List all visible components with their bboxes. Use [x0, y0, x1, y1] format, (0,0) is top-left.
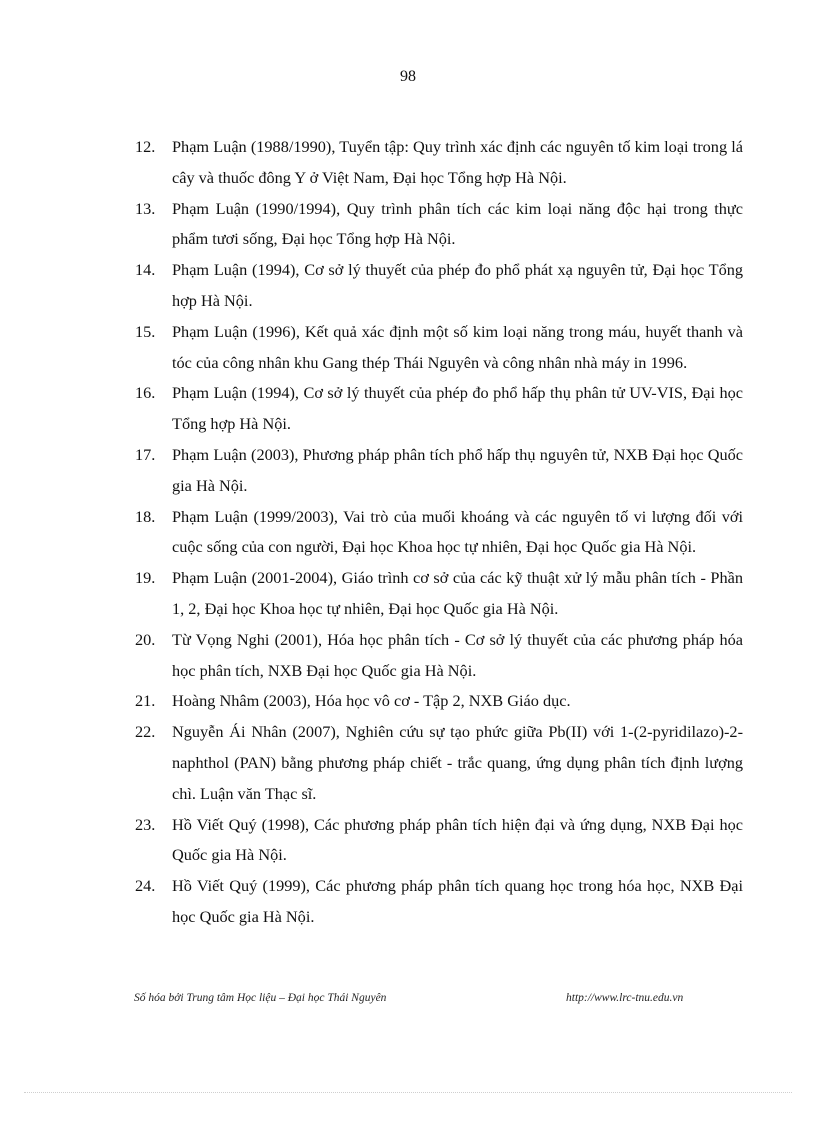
reference-text: Phạm Luận (1994), Cơ sở lý thuyết của phép đo phổ hấp thụ phân tử UV-VIS, Đại học Tổng hợp Hà Nội. [172, 383, 743, 434]
reference-item [135, 810, 743, 872]
reference-number: 17. [135, 444, 156, 464]
reference-text: Phạm Luận (1999/2003), Vai trò của muối khoáng và các nguyên tố vi lượng đối với cuộc sống của con người, Đại học Khoa học tự nhiên, Đại học Quốc gia Hà Nội. [172, 506, 743, 557]
reference-text: Phạm Luận (1996), Kết quả xác định một số kim loại năng trong máu, huyết thanh và tóc của công nhân khu Gang thép Thái Nguyên và công nhân nhà máy in 1996. [172, 321, 743, 372]
reference-text: Hồ Viết Quý (1999), Các phương pháp phân tích quang học trong hóa học, NXB Đại học Quốc gia Hà Nội. [172, 876, 743, 926]
reference-text: Phạm Luận (1994), Cơ sở lý thuyết của phép đo phổ phát xạ nguyên tử, Đại học Tổng hợp Hà Nội. [172, 260, 743, 310]
reference-item [135, 440, 743, 502]
page-bottom-divider [24, 1092, 792, 1093]
reference-text: Phạm Luận (1990/1994), Quy trình phân tích các kim loại năng độc hại trong thực phẩm tươi sống, Đại học Tổng hợp Hà Nội. [172, 198, 743, 249]
reference-text: Phạm Luận (2003), Phương pháp phân tích phổ hấp thụ nguyên tử, NXB Đại học Quốc gia Hà Nội. [172, 444, 743, 495]
reference-text: Nguyễn Ái Nhân (2007), Nghiên cứu sự tạo phức giữa Pb(II) với 1-(2-pyridilazo)-2-naphthol (PAN) bằng phương pháp chiết - trắc quang, ứng dụng phân tích định lượng chì. Luận văn Thạc sĩ. [172, 722, 743, 803]
reference-item [135, 871, 743, 933]
reference-number: 14. [135, 260, 156, 280]
reference-number: 12. [135, 137, 156, 156]
reference-number: 20. [135, 629, 156, 649]
reference-item [135, 194, 743, 256]
reference-number: 19. [135, 568, 156, 588]
reference-list [135, 132, 743, 933]
page-number: 98 [400, 68, 416, 85]
reference-text: Từ Vọng Nghi (2001), Hóa học phân tích - Cơ sở lý thuyết của các phương pháp hóa học phân tích, NXB Đại học Quốc gia Hà Nội. [172, 629, 743, 680]
reference-item [135, 717, 743, 809]
reference-number: 22. [135, 722, 156, 742]
reference-item [135, 317, 743, 379]
reference-number: 18. [135, 506, 156, 526]
reference-item [135, 378, 743, 440]
reference-item [135, 563, 743, 625]
reference-number: 15. [135, 321, 156, 341]
reference-number: 23. [135, 814, 156, 834]
reference-text: Phạm Luận (1988/1990), Tuyển tập: Quy trình xác định các nguyên tố kim loại trong lá cây và thuốc đông Y ở Việt Nam, Đại học Tổng hợp Hà Nội. [172, 137, 743, 187]
reference-number: 16. [135, 383, 156, 403]
reference-number: 24. [135, 876, 156, 896]
reference-item [135, 132, 743, 194]
reference-item [135, 625, 743, 687]
reference-number: 21. [135, 691, 156, 711]
footer-source-text: Số hóa bởi Trung tâm Học liệu – Đại học Thái Nguyên [134, 992, 387, 1004]
reference-number: 13. [135, 198, 156, 218]
reference-item [135, 255, 743, 317]
reference-text: Hồ Viết Quý (1998), Các phương pháp phân tích hiện đại và ứng dụng, NXB Đại học Quốc gia Hà Nội. [172, 814, 743, 865]
reference-text: Hoàng Nhâm (2003), Hóa học vô cơ - Tập 2, NXB Giáo dục. [172, 691, 571, 711]
reference-item [135, 502, 743, 564]
footer-url[interactable]: http://www.lrc-tnu.edu.vn [566, 992, 684, 1004]
reference-text: Phạm Luận (2001-2004), Giáo trình cơ sở của các kỹ thuật xử lý mẫu phân tích - Phần 1, 2, Đại học Khoa học tự nhiên, Đại học Quốc gia Hà Nội. [172, 568, 743, 618]
reference-item [135, 686, 743, 717]
